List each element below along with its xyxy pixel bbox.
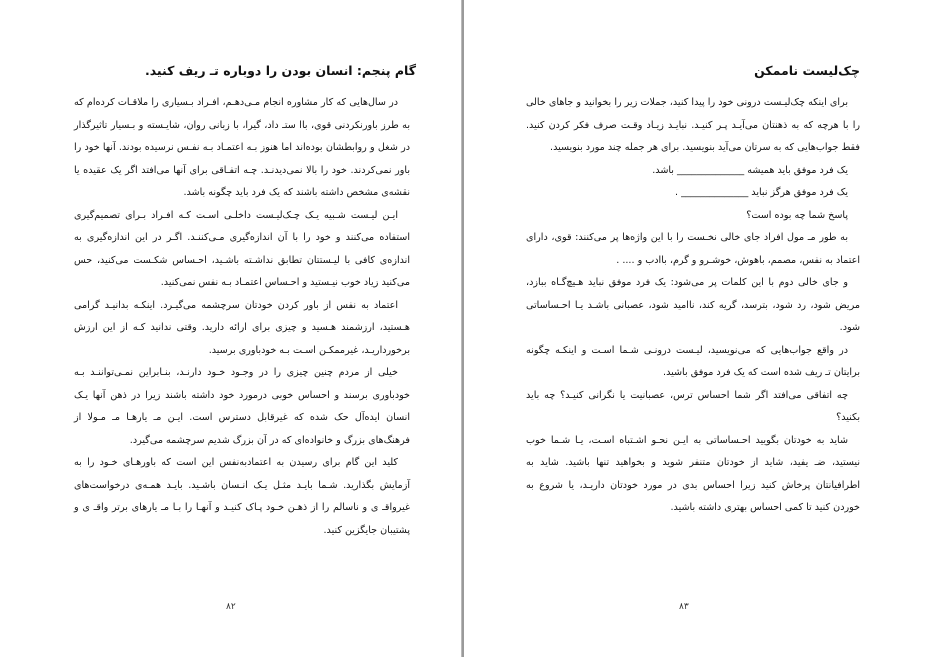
right-paragraph-7: در واقع جواب‌هایی که می‌نویسید، لیـست درونـی شـما اسـت و اینکـه چگونه برایتان تـ ریف شده است که یک فرد موفق باشید. bbox=[526, 344, 860, 378]
right-paragraph-5: به طور مـ مول افراد جای خالی نخـست را با این واژه‌ها پر می‌کنند: قوی، دارای اعتماد به نفس، مصمم، باهوش، خوشـرو و گرم، باادب و .... . bbox=[526, 232, 860, 266]
left-page bbox=[0, 0, 462, 657]
right-page-title: چک‌لیست ناممکن bbox=[754, 63, 860, 78]
right-paragraph-8: چه اتفاقی می‌افتد اگر شما احساس ترس، عصبانیت یا نگرانی کنیـد؟ چه باید بکنید؟ bbox=[526, 389, 860, 423]
left-page-number: ۸۲ bbox=[226, 602, 236, 612]
left-paragraph-2: ایـن لیـست شـبیه یـک چـک‌لیـست داخلـی اسـت کـه افـراد بـرای تصمیم‌گیری استفاده می‌کنند و خود را با آن اندازه‌گیری مـی‌کننـد. اگـر در این اندازه‌گیری به اندازه‌ی کافی با لیـستتان تطابق نداشـته باشـید، احـساس شکـست می‌کنید، حس می‌کنید زیاد خوب نیـستید و احـساس اعتمـاد بـه نفس نمی‌کنید. bbox=[74, 209, 410, 288]
right-paragraph-2: یک فرد موفق باید همیشه ______________ باشد. bbox=[652, 164, 848, 176]
left-page-content bbox=[74, 62, 416, 542]
right-page-number: ۸۳ bbox=[679, 602, 689, 612]
right-paragraph-1: برای اینکه چک‌لیـست درونی خود را پیدا کنید، جملات زیر را بخوانید و جاهای خالی را با هرچه که به ذهنتان می‌آیـد پـر کنیـد. نبایـد زیـاد وقـت صرف فکر کردن کنید. فقط جواب‌هایی که به سرتان می‌آید بنویسید. برای هر جمله چند مورد بنویسید. bbox=[526, 97, 860, 153]
right-paragraph-4: پاسخ شما چه بوده است؟ bbox=[746, 209, 848, 221]
left-page-title: گام پنجم: انسان بودن را دوباره تـ ریف کنید. bbox=[144, 63, 416, 78]
left-paragraph-4: خیلی از مردم چنین چیزی را در وجـود خـود دارنـد، بنـابراین نمـی‌تواننـد بـه خودباوری برسند و احساس خوبی درمورد خود داشته باشند زیرا در ذهن آنها یـک انسان ایده‌آل حک شده که غیرقابل دسترس است. ایـن مـ یارهـا مـ مـولا از فرهنگ‌های بزرگ و خانواده‌ای که در آن بزرگ شدیم سرچشمه می‌گیرد. bbox=[74, 367, 410, 446]
right-paragraph-9: شاید به خودتان بگویید احـساساتی به ایـن نحـو اشـتباه اسـت، یـا شـما خوب نیستید، ضـ یفید، شاید از خودتان متنفر شوید و بخواهید تنها باشید. شاید به اطرافیانتان پرخاش کنید زیرا احساس بدی در مورد خودتان داریـد، یا شروع به خوردن کنید تا کمی احساس بهتری داشته باشید. bbox=[526, 434, 860, 513]
left-paragraph-3: اعتماد به نفس از باور کردن خودتان سرچشمه می‌گیـرد. اینکـه بدانیـد گرامی هـستید، ارزشمند هـسید و چیزی برای ارائه دارید. وقتی ندانید کـه از این ارزش برخورداریـد، غیرممکـن اسـت بـه خودباوری برسید. bbox=[74, 299, 410, 356]
right-page-content bbox=[526, 62, 860, 520]
right-paragraph-3: یک فرد موفق هرگز نباید ______________ . bbox=[674, 187, 848, 198]
right-page bbox=[463, 0, 927, 657]
right-paragraph-6: و جای خالی دوم با این کلمات پر می‌شود: یک فرد موفق نباید هـیچ‌گـاه ببازد، مریض شود، رد شود، بترسد، گریه کند، ناامید شود، عصبانی باشـد یـا احـساساتی شود. bbox=[526, 277, 860, 333]
left-paragraph-5: کلید این گام برای رسیدن به اعتمادبه‌نفس این است که باورهـای خـود را به آزمایش بگذارید. شـما بایـد مثـل یـک انـسان باشـید. بایـد همـه‌ی درخواست‌های غیرواقـ ی و ناسالم را از ذهـن خـود پـاک کنیـد و آنهـا را بـا مـ یارهای برتر واقـ ی و پشتیبان جایگزین کنید. bbox=[74, 457, 410, 536]
left-paragraph-1: در سال‌هایی که کار مشاوره انجام مـی‌دهـم، افـراد بـسیاری را ملاقـات کرده‌ام که به طرز باورنکردنی قوی، باا ستـ داد، گیرا، با زبانی روان، شایـسته و بـسیار تاثیرگذار در شغل و روابطشان بوده‌اند اما هنوز بـه اعتمـاد بـه نفـس نرسیده بودند. آنها خود را باور نمی‌کردند. خود را بالا نمی‌دیدنـد. چـه اتفـاقی برای آنها می‌افتد اگر یک عقیده یا نقشه‌ی مشخص داشته باشند که یک فرد باید چگونه باشد. bbox=[74, 97, 410, 198]
